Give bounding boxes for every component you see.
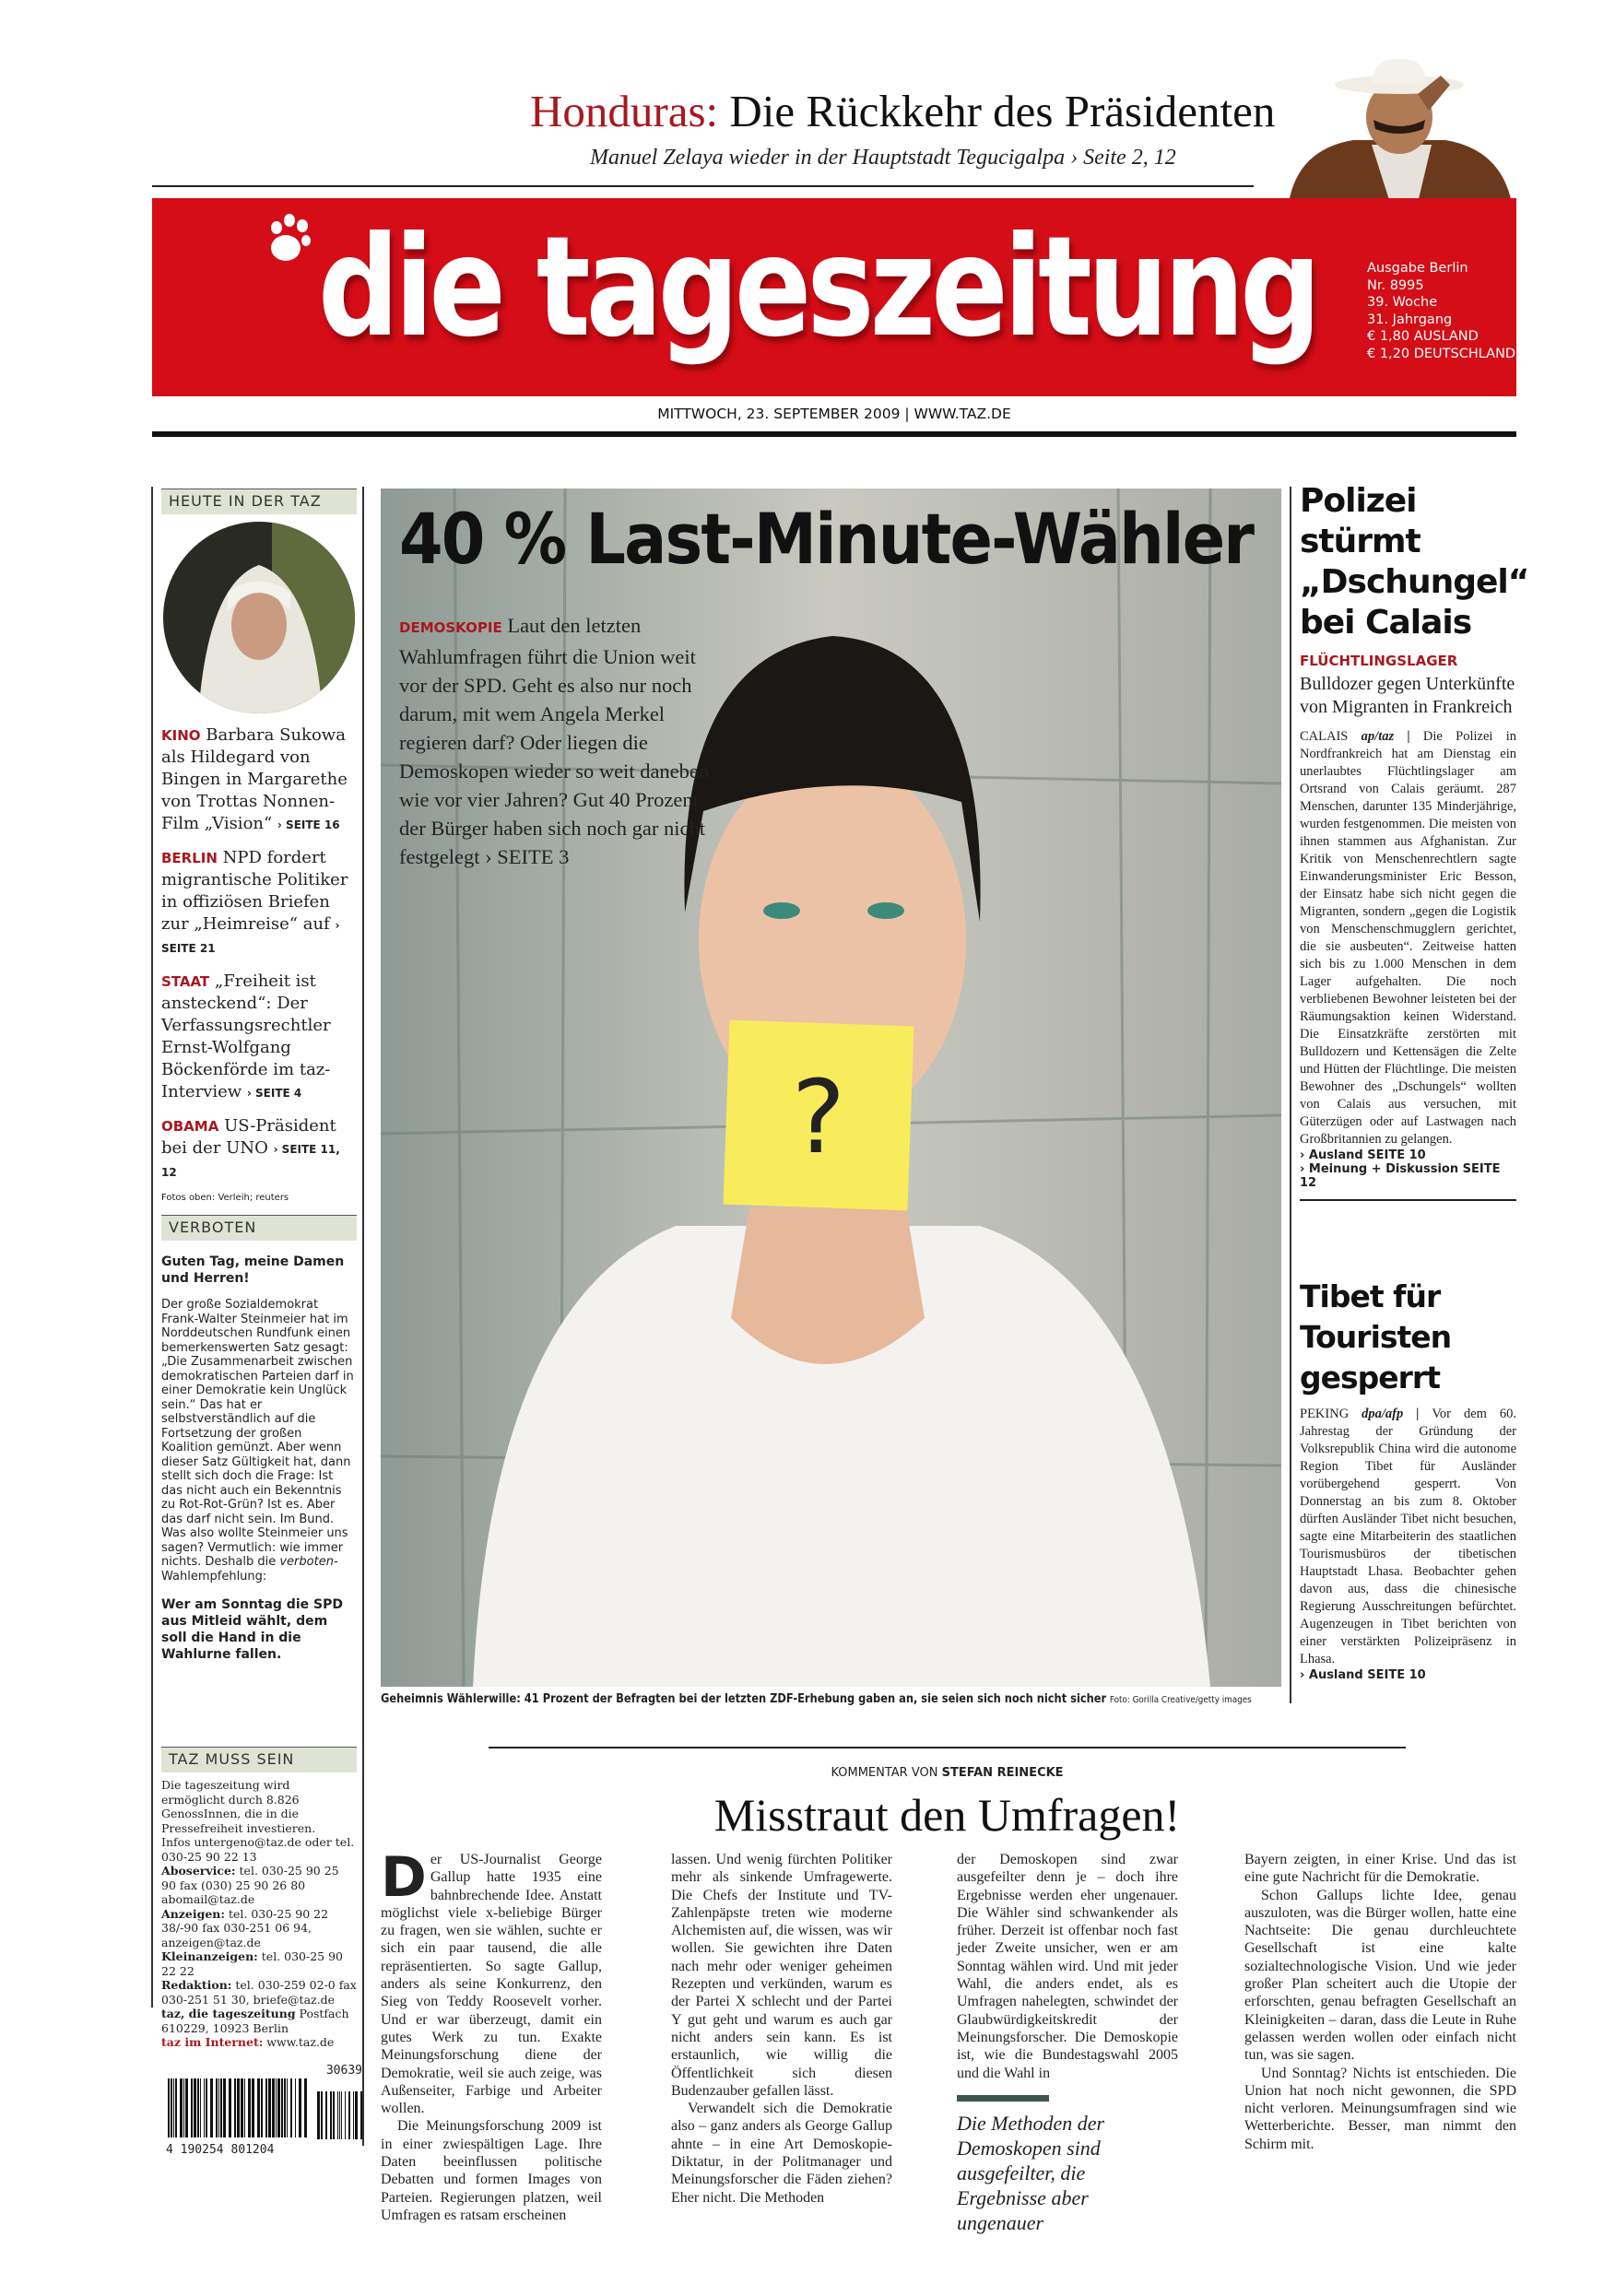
pullquote: Die Methoden der Demoskopen sind ausgefeilter, die Ergebnisse aber ungenauer xyxy=(957,2111,1105,2234)
drop-cap: D xyxy=(381,1845,427,1910)
teaser-item[interactable] xyxy=(161,1115,357,1183)
contact-redaktion[interactable] xyxy=(161,1978,357,2007)
barcode-bar xyxy=(360,2091,362,2139)
teaser-kicker: Honduras: xyxy=(530,86,719,136)
story-subhead xyxy=(1300,649,1516,719)
barcode-bar xyxy=(257,2078,260,2137)
teaser-text: „Freiheit ist ansteckend“: Der Verfassungsrechtler Ernst-Wolfgang Böckenförde im taz-Interview xyxy=(161,971,331,1101)
barcode-bar xyxy=(345,2091,346,2139)
barcode-bar xyxy=(295,2078,296,2137)
teaser-keyword: OBAMA xyxy=(161,1118,219,1135)
edition-line: 31. Jahrgang xyxy=(1367,312,1453,327)
barcode-bar xyxy=(353,2091,354,2139)
author: STEFAN REINECKE xyxy=(941,1766,1064,1780)
masthead-logo[interactable]: die tageszeitung xyxy=(318,207,1317,368)
barcode-bar xyxy=(339,2091,340,2139)
barcode-bar xyxy=(348,2091,350,2139)
teaser-item[interactable] xyxy=(161,971,357,1104)
teaser-headline[interactable] xyxy=(530,85,1275,137)
barcode-bar xyxy=(252,2078,254,2137)
barcode-bar xyxy=(173,2078,174,2137)
barcode-bar xyxy=(194,2078,196,2137)
commentary-column xyxy=(671,1851,892,2207)
barcode-bar xyxy=(197,2078,199,2137)
heute-in-der-taz xyxy=(161,489,357,1206)
page-ref[interactable]: › Ausland SEITE 10 xyxy=(1300,1668,1426,1682)
column-rule xyxy=(1290,487,1291,1703)
barcode-bar xyxy=(265,2078,267,2137)
edition-line: Nr. 8995 xyxy=(1367,277,1424,293)
story-headline[interactable]: Tibet für Touristen gesperrt xyxy=(1300,1278,1452,1395)
intro-text: Laut den letzten Wahlumfragen führt die Union weit vor der SPD. Geht es also nur noch darum, mit wem Angela Merkel regieren darf? Oder liegen die Demoskopen wieder so weit daneben wie vor vier Jahren? Gut 40 Prozent der Bürger haben sich noch gar nicht festgelegt xyxy=(399,614,710,868)
verboten-box xyxy=(161,1215,357,1663)
paragraph: Die Meinungsforschung 2009 ist in einer zwiespältigen Lage. Ihre Daten beeinflussen politische Debatten und formen Images von Parteien. Regierungen platzen, weil Umfragen es ratsam erscheinen xyxy=(381,2118,602,2223)
photo-credit: Fotos oben: Verleih; reuters xyxy=(161,1193,289,1203)
page-ref[interactable]: › Meinung + Diskussion SEITE 12 xyxy=(1300,1162,1501,1190)
edition-line: € 1,20 DEUTSCHLAND xyxy=(1367,346,1516,361)
story-tibet xyxy=(1300,1277,1516,1682)
barcode-bar xyxy=(229,2078,231,2137)
contact-label: taz, die tageszeitung xyxy=(161,2007,296,2020)
barcode xyxy=(166,2064,364,2157)
photo-caption xyxy=(381,1692,1252,1706)
page-ref[interactable]: › SEITE 11, 12 xyxy=(161,1143,340,1179)
contact-text: Postfach 610229, 10923 Berlin xyxy=(161,2007,349,2035)
paragraph: Verwandelt sich die Demokratie also – ganz anders als George Gallup ahnte – in eine Art Demoskopie-Diktatur, in der Politmanager und Meinungsforscher die Fäden ziehen? Eher nicht. Die Methoden xyxy=(671,2101,892,2206)
story-body xyxy=(1300,728,1516,1148)
contact-kleinanzeigen[interactable] xyxy=(161,1949,357,1978)
separator: | xyxy=(1403,1407,1432,1421)
barcode-bar xyxy=(287,2078,288,2137)
contact-label: Anzeigen: xyxy=(161,1906,225,1921)
contact-label: Redaktion: xyxy=(161,1978,232,1992)
barcode-bar xyxy=(210,2078,213,2137)
barcode-bar xyxy=(341,2091,342,2139)
barcode-bar xyxy=(168,2078,170,2137)
dateline: MITTWOCH, 23. SEPTEMBER 2009 | WWW.TAZ.DE xyxy=(657,406,1011,422)
divider xyxy=(152,185,1254,187)
barcode-bar xyxy=(206,2078,207,2137)
page-ref[interactable]: › SEITE 16 xyxy=(277,818,340,831)
barcode-bar xyxy=(333,2091,335,2139)
commentary-byline xyxy=(489,1766,1406,1780)
verboten-body xyxy=(161,1298,357,1584)
barcode-bar xyxy=(223,2078,226,2137)
barcode-bars xyxy=(166,2078,364,2139)
teaser-text: Barbara Sukowa als Hildegard von Bingen in Margarethe von Trottas Nonnen-Film „Vision“ xyxy=(161,725,348,833)
barcode-bar xyxy=(175,2078,177,2137)
paragraph: Und Sonntag? Nichts ist entschieden. Die Union hat noch nicht gewonnen, die SPD nicht verloren. Meinungsumfragen sind wie Wetterberichte. Besser, man nimmt den Schirm mit. xyxy=(1244,2065,1516,2152)
barcode-bar xyxy=(261,2078,263,2137)
paragraph: Schon Gallups lichte Idee, genau auszuloten, was die Bürger wollen, hatte eine Nachtseite: Die genau durchleuchtete Gesellschaft ist eine kalte sozialtechnologische Vision. Und wie jeder großer Plan scheitert auch die Utopie der erforschten, genau befragten Gesellschaft an Kleinigkeiten – daran, dass die Leute in Ruhe gelassen werden wollen oder einfach nicht tun, was sie sagen. xyxy=(1244,1887,1516,2064)
verboten-greeting: Guten Tag, meine Damen und Herren! xyxy=(161,1254,345,1286)
teaser-keyword: BERLIN xyxy=(161,850,218,866)
story-body xyxy=(1300,1406,1516,1668)
barcode-bar xyxy=(337,2091,338,2139)
story-subtext: Bulldozer gegen Unterkünfte von Migranten in Frankreich xyxy=(1300,674,1515,717)
internet-url: www.taz.de xyxy=(263,2035,335,2049)
divider xyxy=(152,431,1516,437)
barcode-bar xyxy=(284,2078,286,2137)
page-ref[interactable]: › SEITE 4 xyxy=(246,1087,302,1100)
teaser-title: Die Rückkehr des Präsidenten xyxy=(718,86,1276,136)
barcode-bar xyxy=(220,2078,222,2137)
contact-text: tel. 030-259 02-0 fax 030-251 51 30, briefe@taz.de xyxy=(161,1978,357,2007)
divider xyxy=(1300,1199,1516,1201)
column-rule xyxy=(362,487,364,2146)
edition-info xyxy=(1367,260,1515,362)
contact-label: Aboservice: xyxy=(161,1864,236,1878)
contact-text: tel. 030-25 90 25 90 fax (030) 25 90 26 80 abomail@taz.de xyxy=(161,1864,339,1906)
barcode-number: 4 190254 801204 xyxy=(166,2143,275,2157)
barcode-bar xyxy=(268,2078,271,2137)
barcode-bar xyxy=(321,2091,323,2139)
barcode-bar xyxy=(317,2091,320,2139)
section-heading: TAZ MUSS SEIN xyxy=(161,1747,357,1772)
barcode-bar xyxy=(183,2078,184,2137)
verboten-text: -Wahlempfehlung: xyxy=(161,1555,338,1584)
paragraph: Bayern zeigten, in einer Krise. Und das ist eine gute Nachricht für die Demokratie. xyxy=(1244,1852,1516,1886)
barcode-bar xyxy=(304,2078,307,2137)
pullquote-bar xyxy=(957,2095,1049,2102)
barcode-bar xyxy=(244,2078,245,2137)
barcode-bar xyxy=(276,2078,277,2137)
contact-label: Kleinanzeigen: xyxy=(161,1949,258,1963)
story-headline[interactable]: Polizei stürmt „Dschungel“ bei Calais xyxy=(1300,482,1529,642)
section-heading: HEUTE IN DER TAZ xyxy=(161,489,357,514)
column-rule xyxy=(151,487,153,2008)
nun-photo xyxy=(161,519,357,717)
contact-text: tel. 030-25 90 22 38/-90 fax 030-251 06 94, anzeigen@taz.de xyxy=(161,1906,329,1949)
commentary-column xyxy=(1244,1851,1516,2153)
internet-link[interactable] xyxy=(161,2035,357,2050)
story-text: Die Polizei in Nordfrankreich hat am Dienstag ein unerlaubtes Flüchtlingslager am Ortsrand von Calais geräumt. 287 Menschen, darunter 135 Minderjährige, wurden festgenommen. Die meisten von ihnen stammen aus Afghanistan. Zur Kritik von Menschenrechtlern sagte Einwanderungsminister Eric Besson, der Einsatz habe sich nicht gegen die Migranten, sondern „gegen die Logistik von Menschenschmugglern gerichtet, die sie ausbeuten“. Zeitweise hatten sich bis zu 1.000 Menschen in dem Lager aufgehalten. Die noch verbliebenen Bewohner leisteten bei der Räumungsaktion keinen Widerstand. Die Einsatzkräfte zerstörten mit Bulldozern und Kettensägen die Zelte und Hütten der Flüchtlinge. Die meisten Bewohner des „Dschungels“ wollten von Calais aus versuchen, mit Güterzügen oder auf Lastwagen nach Großbritannien zu gelangen. xyxy=(1300,729,1516,1147)
story-calais xyxy=(1300,481,1529,1201)
sticky-note-question-mark: ? xyxy=(791,1058,846,1176)
photo-credit: Foto: Gorilla Creative/getty images xyxy=(1109,1695,1252,1705)
byline-prefix: KOMMENTAR VON xyxy=(831,1766,942,1780)
muss-intro: Die tageszeitung wird ermöglicht durch 8.826 GenossInnen, die in die Pressefreiheit investieren. xyxy=(161,1778,316,1835)
divider xyxy=(489,1747,1406,1748)
barcode-bar xyxy=(237,2078,240,2137)
barcode-bar xyxy=(171,2078,172,2137)
barcode-bar xyxy=(185,2078,188,2137)
barcode-bar xyxy=(241,2078,243,2137)
main-headline[interactable]: 40 % Last-Minute-Wähler xyxy=(399,498,1254,580)
internet-label: taz im Internet: xyxy=(161,2035,264,2049)
edition-line: 39. Woche xyxy=(1367,295,1438,310)
teaser-keyword: KINO xyxy=(161,727,201,744)
edition-line: Ausgabe Berlin xyxy=(1367,261,1468,276)
paragraph: lassen. Und wenig fürchten Politiker mehr als sinkende Umfragewerte. Die Chefs der Institute und TV-Zahlenpäpste treten wie moderne Alchemisten auf, die wissen, was wir wollen. Sie gewichten ihre Daten nach mehr oder weniger geheimen Rezepten und verkünden, warum es der Partei X schlecht und der Partei Y gut geht und warum es auch gar nicht anders sein kann. Es ist erstaunlich, wie willig die Öffentlichkeit sich diesen Budenzauber gefallen lässt. xyxy=(671,1852,892,2099)
separator: | xyxy=(1394,729,1423,744)
barcode-bar xyxy=(272,2078,275,2137)
main-intro xyxy=(399,611,724,871)
page-ref[interactable]: › SEITE 3 xyxy=(485,845,570,868)
verboten-text: Der große Sozialdemokrat Frank-Walter Steinmeier hat im Norddeutschen Rundfunk einen bemerkenswerten Satz gesagt: „Die Zusammenarbeit zwischen demokratischen Parteien darf in einer Demokratie kein Unglück sein.“ Das hat er selbstverständlich auf die Fortsetzung der großen Koalition gemünzt. Aber wenn dieser Satz Gültigkeit hat, dann stellt sich doch die Frage: Ist das nicht auch ein Bekenntnis zu Rot-Rot-Grün? Ist es. Aber das darf nicht sein. Im Bund. Was also wollte Steinmeier uns sagen? Vermutlich: wie immer nichts. Deshalb die xyxy=(161,1298,354,1569)
paragraph-text: er US-Journalist George Gallup hatte 1935 eine bahnbrechende Idee. Anstatt möglichst viele x-beliebige Bürger zu fragen, wen sie wählen, suchte er sich ein paar tausend, die alle repräsentierten. So sagte Gallup, anders als seine Konkurrenz, den Sieg von Teddy Roosevelt vorher. Und er war überzeugt, damit ein gutes Werk zu tun. Exakte Meinungsforschung diene der Demokratie, weil sie auch zeige, was Außenseiter, Farbige und Arbeiter wollen. xyxy=(381,1852,602,2117)
barcode-addon: 30639 xyxy=(325,2064,362,2078)
taz-muss-sein-box xyxy=(161,1747,357,2050)
muss-infos[interactable]: Infos untergeno@taz.de oder tel. 030-25 90 22 13 xyxy=(161,1835,355,1864)
teaser-text: US-Präsident bei der UNO xyxy=(161,1116,336,1158)
edition-line: € 1,80 AUSLAND xyxy=(1367,329,1479,344)
barcode-bar xyxy=(234,2078,236,2137)
story-agency: ap/taz xyxy=(1361,729,1395,744)
teaser-keyword: STAAT xyxy=(161,973,210,990)
barcode-bar xyxy=(204,2078,205,2137)
contact-text: tel. 030-25 90 22 22 xyxy=(161,1949,344,1978)
section-heading: VERBOTEN xyxy=(161,1215,357,1241)
barcode-bar xyxy=(299,2078,301,2137)
story-dateline: PEKING xyxy=(1300,1407,1362,1421)
page-ref[interactable]: › SEITE 21 xyxy=(161,919,340,955)
story-agency: dpa/afp xyxy=(1362,1407,1404,1421)
page-ref[interactable]: › Ausland SEITE 10 xyxy=(1300,1148,1426,1162)
verboten-em: verboten xyxy=(279,1555,334,1569)
barcode-bar xyxy=(191,2078,193,2137)
barcode-bar xyxy=(218,2078,219,2137)
teaser-item[interactable] xyxy=(161,724,357,836)
commentary-column xyxy=(957,1851,1178,2235)
teaser-item[interactable] xyxy=(161,847,357,960)
barcode-bar xyxy=(180,2078,183,2137)
verboten-punchline: Wer am Sonntag die SPD aus Mitleid wählt, dem soll die Hand in die Wahlurne fallen. xyxy=(161,1597,343,1662)
story-dateline: CALAIS xyxy=(1300,729,1362,744)
barcode-bar xyxy=(355,2091,358,2139)
paragraph xyxy=(381,1845,602,2117)
contact-anzeigen[interactable] xyxy=(161,1907,357,1950)
caption-text: Geheimnis Wählerwille: 41 Prozent der Befragten bei der letzten ZDF-Erhebung gaben an, sie seien sich noch nicht sicher xyxy=(381,1692,1107,1706)
barcode-bar xyxy=(325,2091,327,2139)
commentary-column xyxy=(381,1845,602,2224)
barcode-bar xyxy=(216,2078,218,2137)
barcode-bar xyxy=(281,2078,283,2137)
intro-keyword: DEMOSKOPIE xyxy=(399,619,502,636)
teaser-text: NPD fordert migrantische Politiker in offiziösen Briefen zur „Heimreise“ auf xyxy=(161,848,348,934)
commentary-title[interactable]: Misstraut den Umfragen! xyxy=(713,1789,1181,1841)
contact-aboservice[interactable] xyxy=(161,1864,357,1907)
paragraph: der Demoskopen sind zwar ausgefeilter denn je – doch ihre Ergebnisse werden eher ungenauer. Die Wähler sind schwankender als früher. Derzeit ist offenbar noch fast jeder Zweite unsicher, wen er am Sonntag wählen wird. Und mit jeder Wahl, die anders endet, als es Umfragen nahelegten, schwindet der Glaubwürdigkeitskredit der Meinungsforscher. Die Demoskopie ist, wie die Bundestagswahl 2005 und die Wahl in xyxy=(957,1852,1178,2081)
contact-postal xyxy=(161,2007,357,2035)
story-text: Vor dem 60. Jahrestag der Gründung der Volksrepublik China wird die autonome Region Tibet für Ausländer vorübergehend gesperrt. Von Donnerstag an bis zum 8. Oktober dürften Ausländer Tibet nicht besuchen, sagte eine Mitarbeiterin des staatlichen Tourismusbüros der tibetischen Hauptstadt Lhasa. Beobachter gehen davon aus, dass die chinesische Regierung Ausschreitungen befürchtet. Augenzeugen in Tibet berichten von einer verstärkten Polizeipräsenz in Lhasa. xyxy=(1300,1407,1516,1666)
barcode-bar xyxy=(290,2078,292,2137)
teaser-subline[interactable]: Manuel Zelaya wieder in der Hauptstadt Tegucigalpa › Seite 2, 12 xyxy=(590,146,1176,170)
story-keyword: FLÜCHTLINGSLAGER xyxy=(1300,653,1458,669)
barcode-bar xyxy=(200,2078,201,2137)
barcode-bar xyxy=(248,2078,251,2137)
zelaya-photo xyxy=(1270,57,1519,203)
barcode-bar xyxy=(330,2091,332,2139)
barcode-bar xyxy=(277,2078,280,2137)
